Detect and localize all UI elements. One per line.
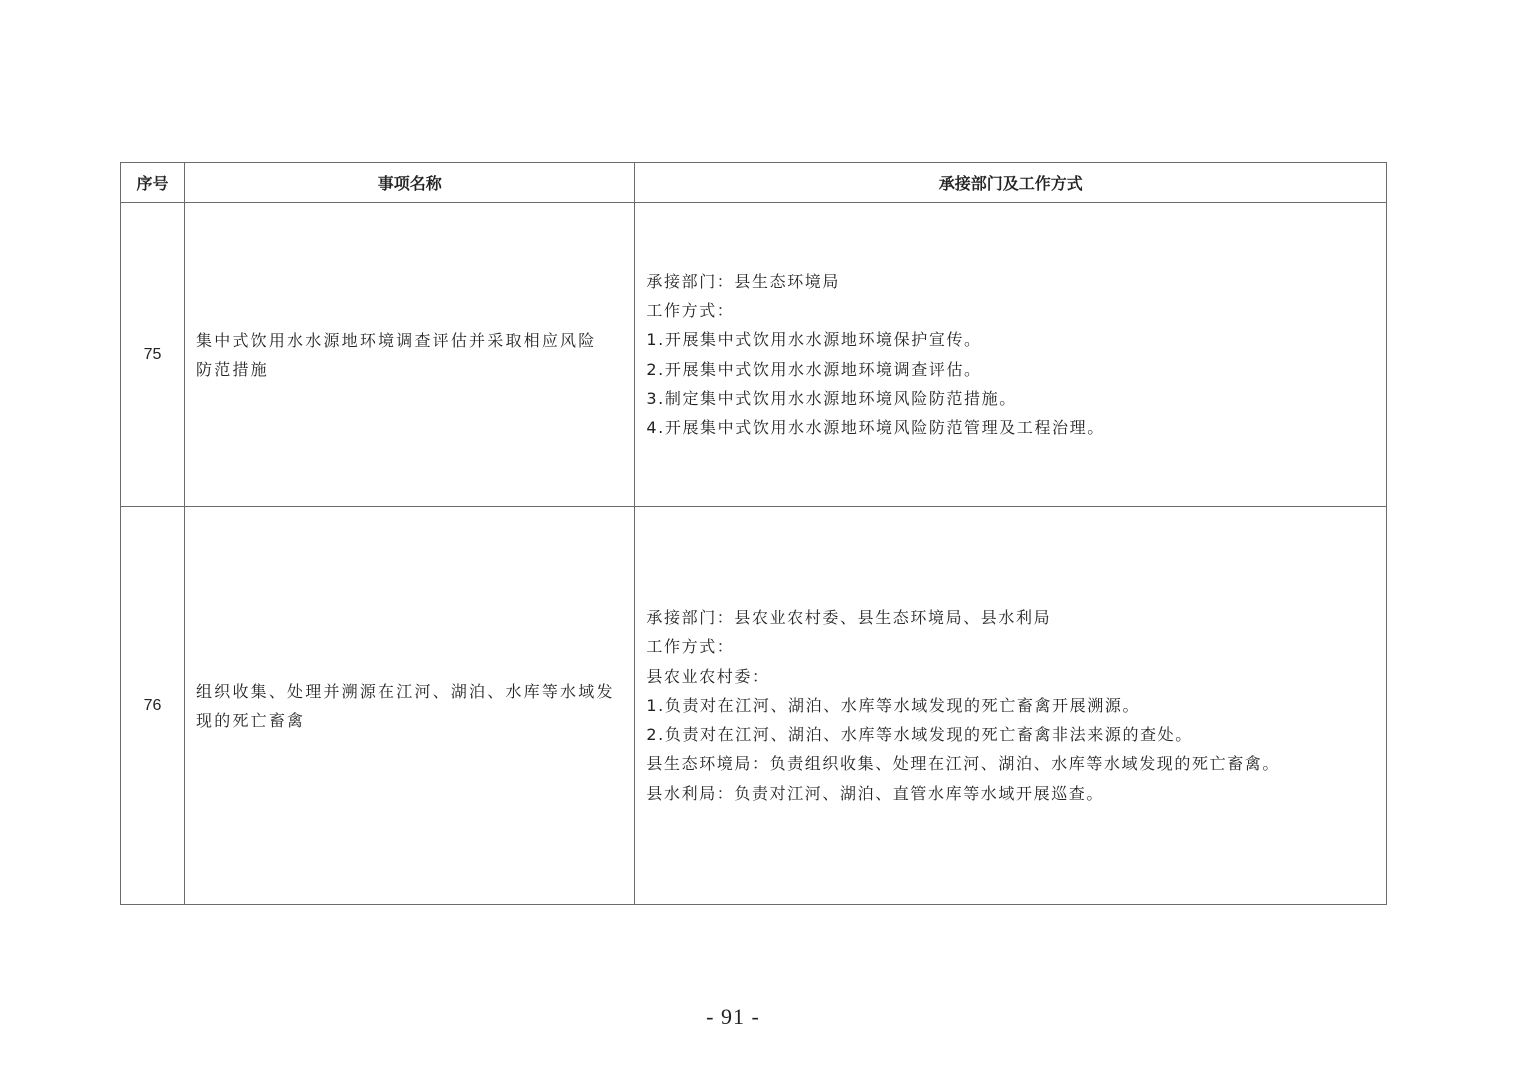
header-matter-name: 事项名称 xyxy=(185,163,635,203)
method-label-line: 工作方式： xyxy=(646,301,735,321)
table-row xyxy=(121,203,1387,507)
department-line: 承接部门：县生态环境局 xyxy=(646,271,840,291)
header-serial-number: 序号 xyxy=(121,163,185,203)
method-item-line: 县生态环境局：负责组织收集、处理在江河、湖泊、水库等水域发现的死亡畜禽。 xyxy=(646,754,1280,774)
matter-name-cell xyxy=(185,507,635,905)
matter-name-line: 集中式饮用水水源地环境调查评估并采取相应风险 xyxy=(196,330,597,350)
method-label-line: 工作方式： xyxy=(646,637,735,657)
department-method-cell xyxy=(635,203,1387,507)
matter-name-cell xyxy=(185,203,635,507)
table-header-row xyxy=(121,163,1387,203)
page-number: - 91 - xyxy=(706,1004,760,1029)
method-item-line: 2.负责对在江河、湖泊、水库等水域发现的死亡畜禽非法来源的查处。 xyxy=(646,725,1193,745)
method-item-line: 县水利局：负责对江河、湖泊、直管水库等水域开展巡查。 xyxy=(646,783,1104,803)
method-item-line: 4.开展集中式饮用水水源地环境风险防范管理及工程治理。 xyxy=(646,417,1105,437)
matter-name-line: 现的死亡畜禽 xyxy=(196,710,306,730)
method-item-line: 县农业农村委： xyxy=(646,666,770,686)
department-method-cell xyxy=(635,507,1387,905)
table-row xyxy=(121,507,1387,905)
header-department-and-method: 承接部门及工作方式 xyxy=(635,163,1387,203)
method-item-line: 1.负责对在江河、湖泊、水库等水域发现的死亡畜禽开展溯源。 xyxy=(646,695,1141,715)
method-item-line: 3.制定集中式饮用水水源地环境风险防范措施。 xyxy=(646,388,1017,408)
matter-name-line: 防范措施 xyxy=(196,359,269,379)
matter-name-line: 组织收集、处理并溯源在江河、湖泊、水库等水域发 xyxy=(196,681,615,701)
method-item-line: 1.开展集中式饮用水水源地环境保护宣传。 xyxy=(646,330,982,350)
serial-number-cell: 75 xyxy=(121,203,185,507)
serial-number-cell: 76 xyxy=(121,507,185,905)
method-item-line: 2.开展集中式饮用水水源地环境调查评估。 xyxy=(646,359,982,379)
department-line: 承接部门：县农业农村委、县生态环境局、县水利局 xyxy=(646,608,1052,628)
matters-table xyxy=(120,162,1387,905)
